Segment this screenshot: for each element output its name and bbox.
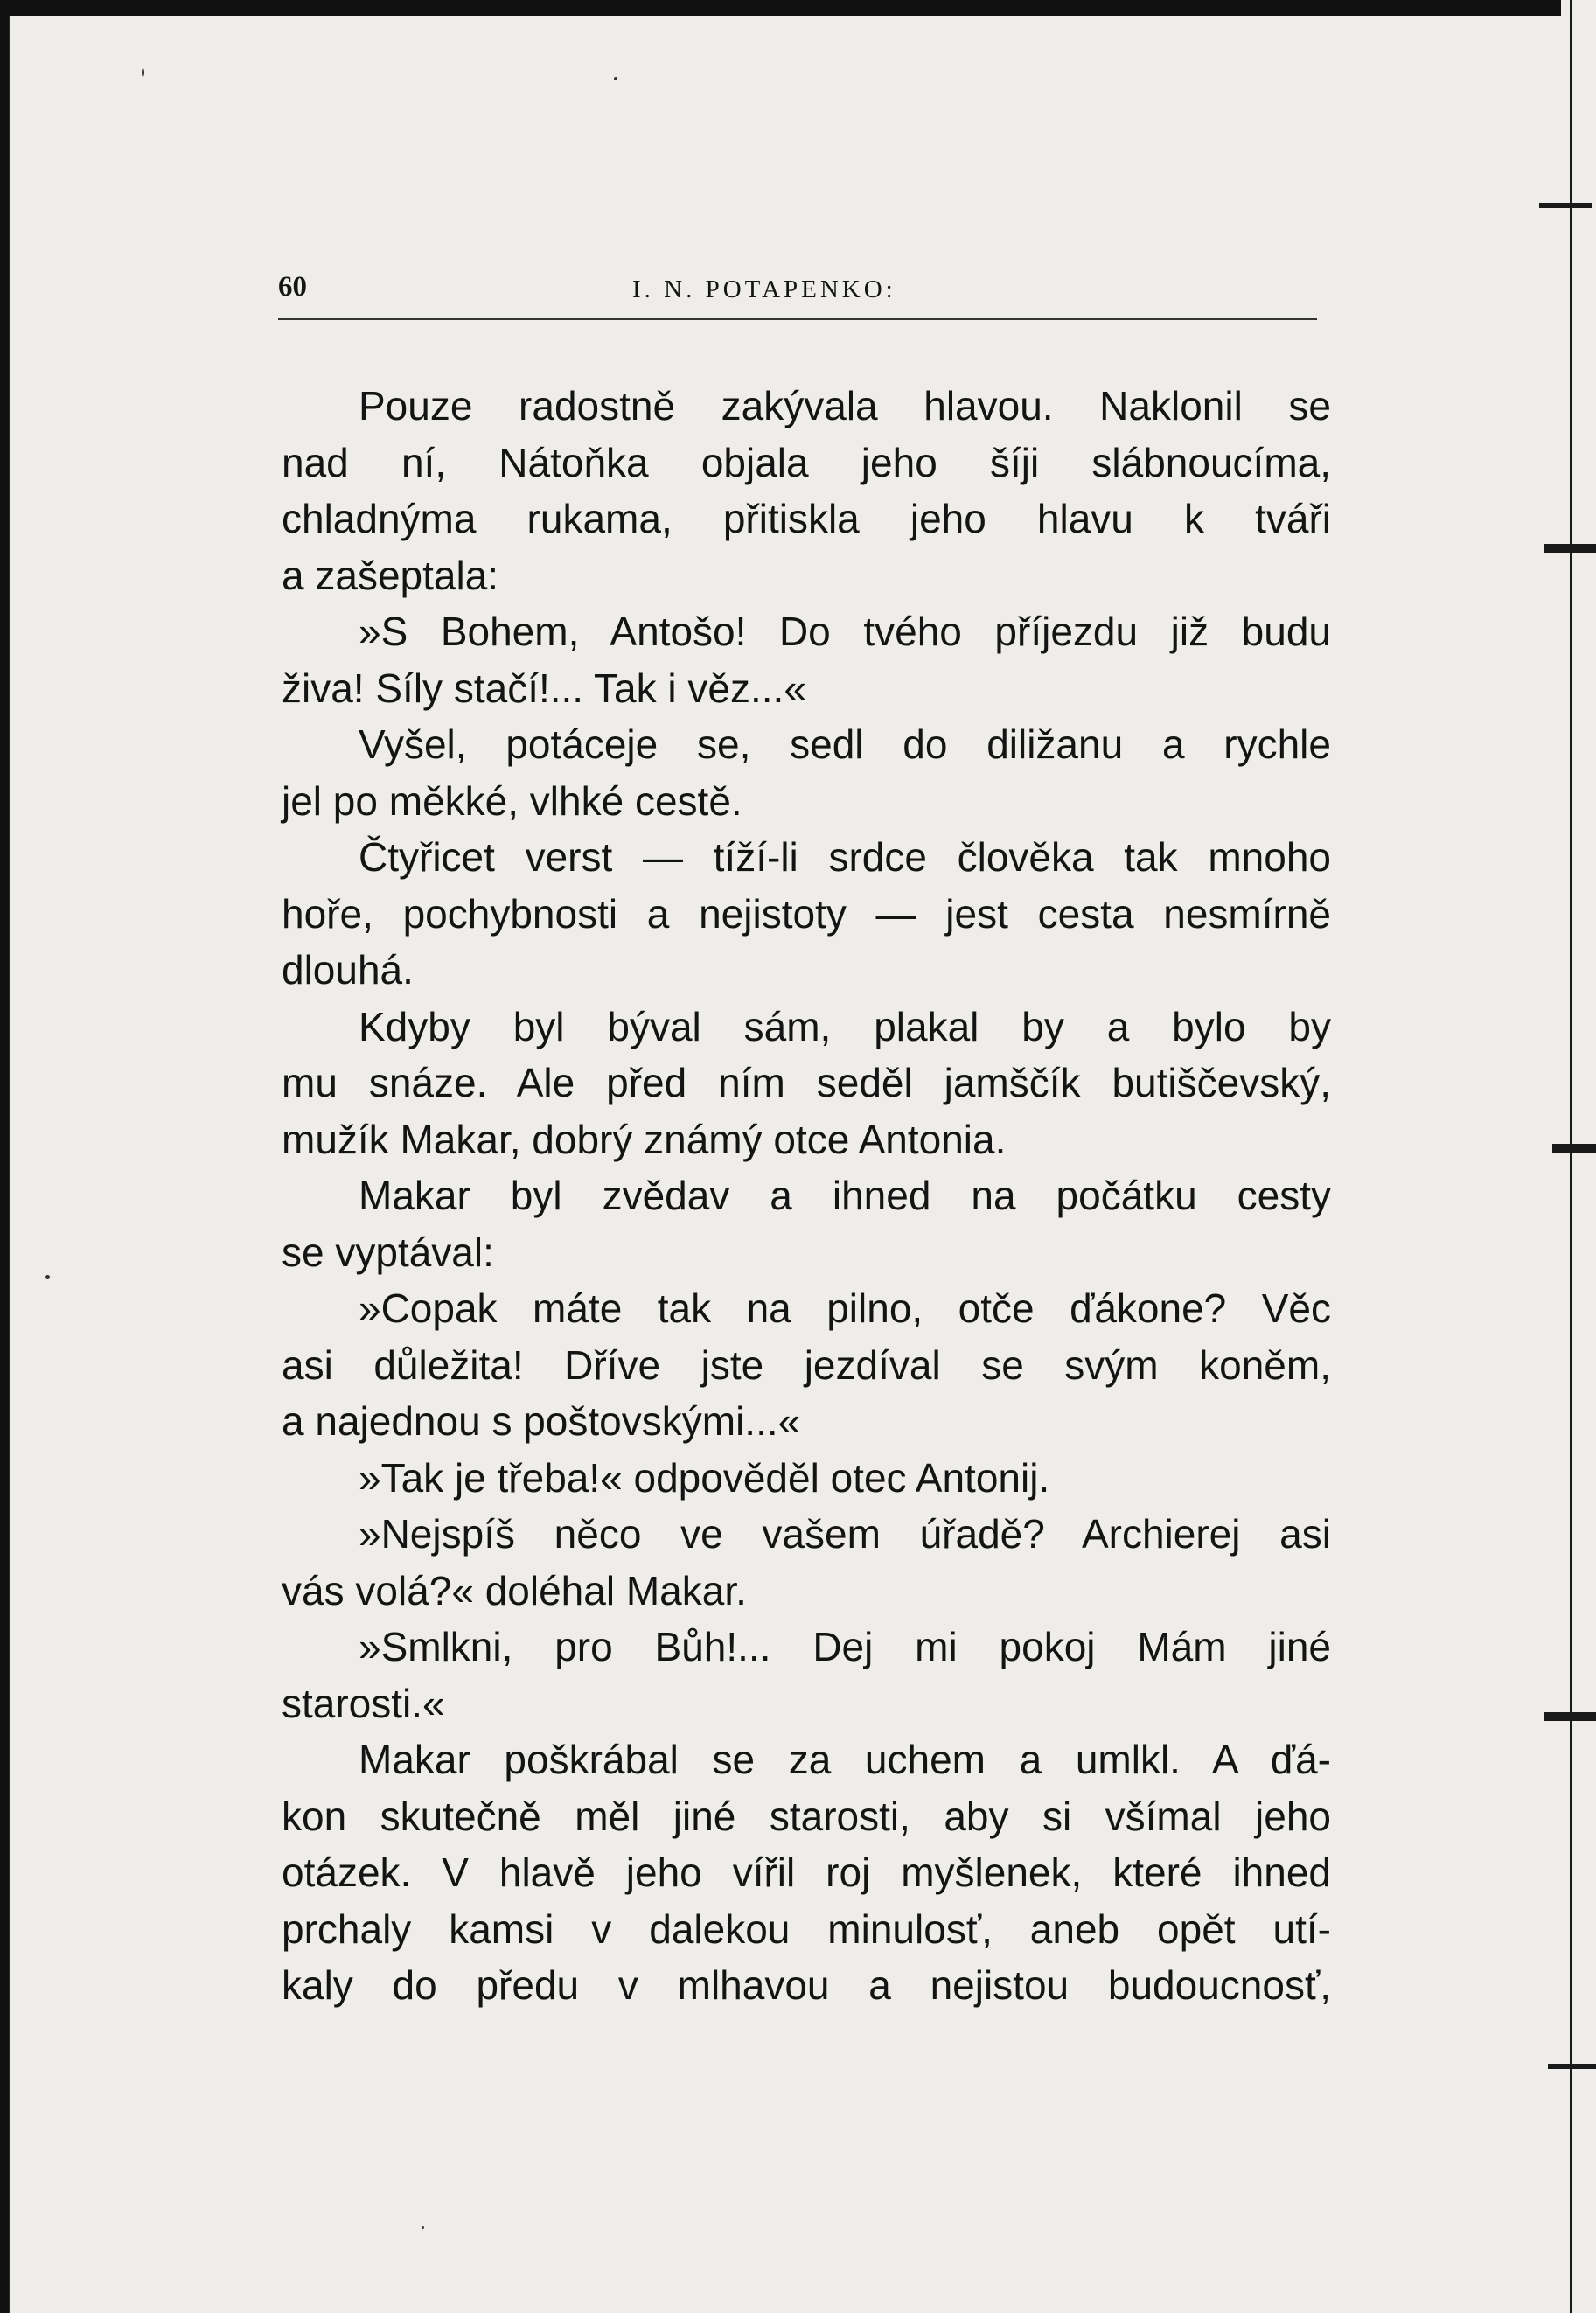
text-line: mu snáze. Ale před ním seděl jamščík butiščevský, — [282, 1060, 1331, 1105]
text-line: Čtyřicet verst — tíží-li srdce člověka tak mnoho — [359, 834, 1331, 880]
text-line: asi důležita! Dříve jste jezdíval se svým koněm, — [282, 1341, 1331, 1388]
text-line: nad ní, Nátoňka objala jeho šíji slábnoucíma, — [282, 439, 1331, 485]
text-line: kon skutečně měl jiné starosti, aby si všímal jeho — [282, 1793, 1331, 1839]
text-line: a zašeptala: — [282, 552, 499, 598]
running-head — [278, 271, 1319, 315]
text-line: prchaly kamsi v dalekou minulosť, aneb opět utí- — [282, 1905, 1331, 1952]
text-line: Kdyby byl býval sám, plakal by a bylo by — [359, 1003, 1331, 1049]
text-line: Vyšel, potáceje se, sedl do diližanu a rychle — [359, 721, 1331, 767]
dust-speck — [422, 2226, 424, 2229]
text-line: »Smlkni, pro Bůh!... Dej mi pokoj Mám jiné — [359, 1624, 1331, 1669]
text-line: dlouhá. — [282, 947, 414, 993]
body-text — [282, 378, 1331, 2014]
text-line: »Copak máte tak na pilno, otče ďákone? Věc — [359, 1285, 1331, 1331]
edge-mark — [1544, 1712, 1596, 1721]
text-line: »S Bohem, Antošo! Do tvého příjezdu již budu — [359, 609, 1331, 654]
text-line: živa! Síly stačí!... Tak i věz...« — [282, 665, 806, 711]
book-fore-edge — [1561, 0, 1596, 2313]
text-line: Makar poškrábal se za uchem a umlkl. A ďá- — [359, 1737, 1331, 1782]
running-head-title: I. N. POTAPENKO: — [632, 275, 896, 303]
edge-mark — [1552, 1144, 1596, 1153]
text-line: Makar byl zvědav a ihned na počátku cesty — [359, 1173, 1331, 1218]
text-line: otázek. V hlavě jeho vířil roj myšlenek, které ihned — [282, 1850, 1331, 1895]
page-edge-line — [1570, 0, 1572, 2313]
text-line: se vyptával: — [282, 1229, 494, 1275]
text-line: »Tak je třeba!« odpověděl otec Antonij. — [359, 1454, 1050, 1501]
text-line: Pouze radostně zakývala hlavou. Naklonil se — [359, 383, 1331, 428]
dust-speck — [142, 68, 144, 77]
edge-mark — [1539, 203, 1592, 208]
text-line: hoře, pochybnosti a nejistoty — jest cesta nesmírně — [282, 890, 1331, 937]
edge-mark — [1548, 2064, 1596, 2069]
text-line: kaly do předu v mlhavou a nejistou budoucnosť, — [282, 1962, 1331, 2008]
dust-speck — [45, 1275, 50, 1279]
edge-mark — [1544, 544, 1596, 553]
text-line: a najednou s poštovskými...« — [282, 1398, 801, 1444]
header-rule — [278, 318, 1317, 320]
text-line: chladnýma rukama, přitiskla jeho hlavu k tváři — [282, 496, 1331, 541]
text-line: »Nejspíš něco ve vašem úřadě? Archierej asi — [359, 1511, 1331, 1557]
text-line: starosti.« — [282, 1680, 445, 1726]
text-line: mužík Makar, dobrý známý otce Antonia. — [282, 1116, 1007, 1162]
page-number: 60 — [278, 271, 307, 303]
text-line: vás volá?« doléhal Makar. — [282, 1567, 747, 1613]
text-line: jel po měkké, vlhké cestě. — [282, 777, 742, 824]
dust-speck — [614, 77, 617, 80]
